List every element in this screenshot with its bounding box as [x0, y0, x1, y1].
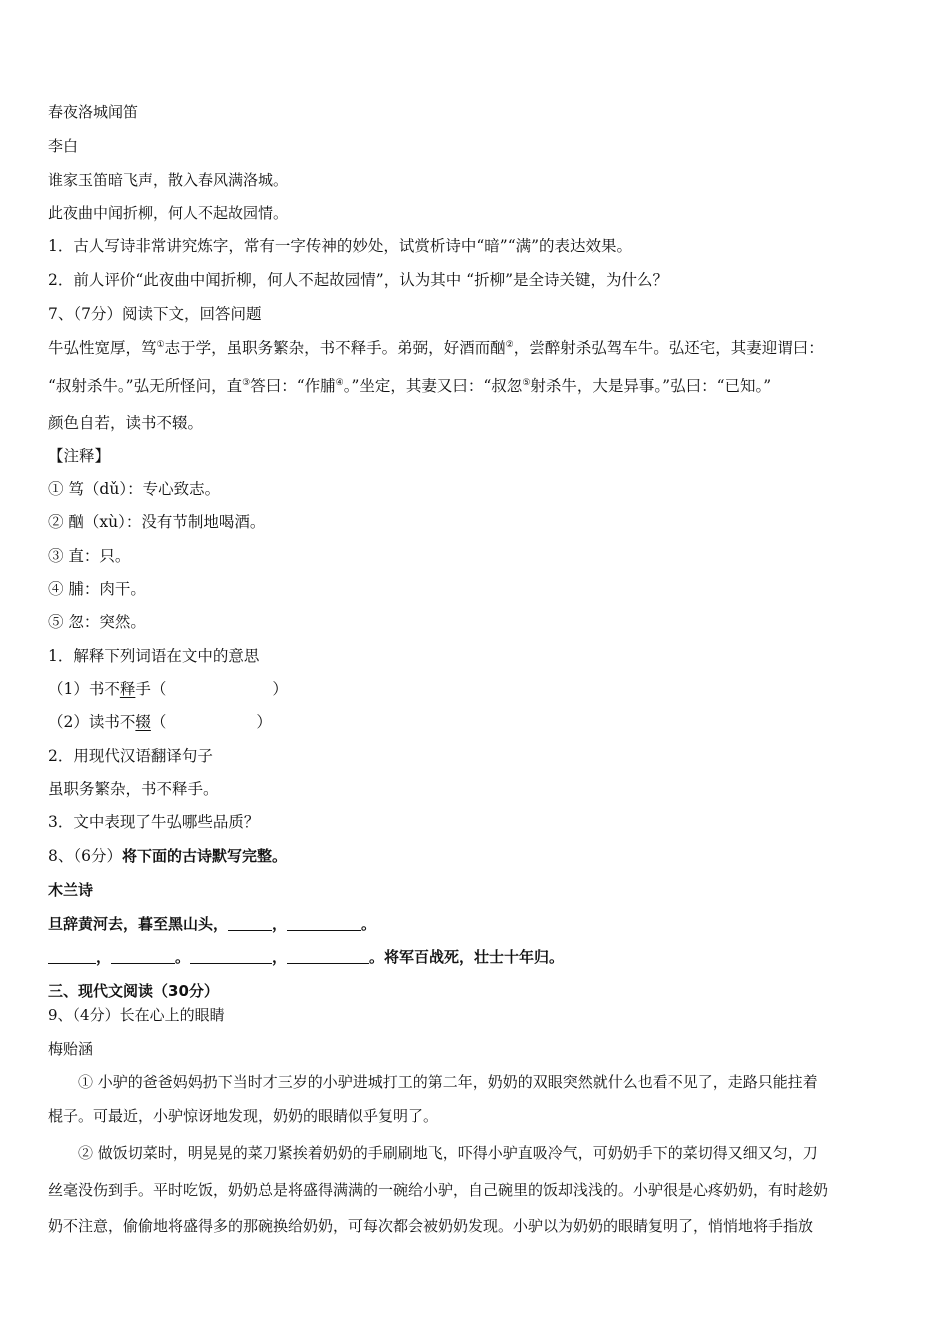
q9-para-1-line-2: 棍子。可最近，小驴惊讶地发现，奶奶的眼睛似乎复明了。: [48, 1107, 439, 1125]
q7-note-1: ① 笃（dǔ）：专心致志。: [48, 480, 221, 498]
fill-blank[interactable]: [48, 949, 96, 964]
q7-text: ）: [272, 680, 288, 698]
q7-note-4: ④ 脯：肉干。: [48, 580, 146, 598]
q7-text: ）: [256, 713, 272, 731]
q9-author: 梅贻涵: [48, 1040, 94, 1058]
q8-header: [48, 846, 287, 866]
fill-blank[interactable]: [111, 949, 175, 964]
q8-text: 。将军百战死，壮士十年归。: [369, 948, 565, 966]
fill-blank[interactable]: [287, 916, 361, 931]
underlined-word: 辍: [135, 713, 151, 731]
q9-para-2-line-3: 奶不注意，偷偷地将盛得多的那碗换给奶奶，可每次都会被奶奶发现。小驴以为奶奶的眼睛复明了，悄悄地将手指放: [48, 1217, 814, 1235]
q8-text: ，: [96, 948, 112, 966]
q7-sub-question-1: 1．解释下列词语在文中的意思: [48, 647, 260, 665]
q7-text: 射杀牛，大是异事。”弘曰：“已知。”: [530, 377, 772, 395]
fill-blank[interactable]: [190, 949, 272, 964]
q7-text: 答曰：“作脯: [250, 377, 336, 395]
q9-header: 9、（4分）长在心上的眼睛: [48, 1006, 225, 1024]
q8-text: 。: [175, 948, 191, 966]
q9-para-1-line-1: ① 小驴的爸爸妈妈扔下当时才三岁的小驴进城打工的第二年，奶奶的双眼突然就什么也看不见了，走路只能拄着: [78, 1073, 818, 1091]
q7-item-2: [48, 712, 272, 732]
q6-sub-question-2: 2．前人评价“此夜曲中闻折柳，何人不起故园情”，认为其中 “折柳”是全诗关键，为什么？: [48, 271, 668, 289]
q7-passage-line-1: [48, 338, 824, 358]
footnote-marker: ①: [156, 340, 165, 350]
q7-passage-line-3: 颜色自若，读书不辍。: [48, 414, 204, 432]
q7-text: （: [150, 713, 167, 731]
q8-header-instruction: 将下面的古诗默写完整。: [121, 847, 287, 865]
q7-translate-sentence: 虽职务繁杂，书不释手。: [48, 780, 219, 798]
q7-text: 牛弘性宽厚，笃: [48, 339, 157, 357]
q7-item-1: [48, 679, 288, 699]
q7-note-2: ② 酗（xù）：没有节制地喝酒。: [48, 513, 266, 531]
q9-para-2-line-2: 丝毫没伤到手。平时吃饭，奶奶总是将盛得满满的一碗给小驴，自己碗里的饭却浅浅的。小驴很是心疼奶奶，有时趁奶: [48, 1181, 829, 1199]
q9-para-2-line-1: ② 做饭切菜时，明晃晃的菜刀紧挨着奶奶的手刷刷地飞，吓得小驴直吸冷气，可奶奶手下的菜切得又细又匀，刀: [78, 1144, 818, 1162]
q7-text: 手（: [135, 680, 167, 698]
poem-line-1: 谁家玉笛暗飞声，散入春风满洛城。: [48, 171, 289, 189]
q8-header-score: 8、（6分）: [48, 847, 122, 865]
underlined-word: 释: [119, 680, 136, 698]
q7-note-5: ⑤ 忽：突然。: [48, 613, 146, 631]
q7-sub-question-2: 2．用现代汉语翻译句子: [48, 747, 213, 765]
q7-note-3: ③ 直：只。: [48, 547, 131, 565]
footnote-marker: ④: [335, 378, 344, 388]
q7-text: （2）读书不: [48, 713, 136, 731]
poem-title: 春夜洛城闻笛: [48, 103, 139, 121]
q7-header: 7、（7分）阅读下文，回答问题: [48, 305, 262, 323]
q7-sub-question-3: 3．文中表现了牛弘哪些品质？: [48, 813, 260, 831]
q7-text: “叔射杀牛。”弘无所怪问，直: [48, 377, 243, 395]
q8-text: 旦辞黄河去，暮至黑山头，: [48, 915, 229, 933]
q8-poem-line-1: [48, 914, 376, 934]
footnote-marker: ③: [242, 378, 251, 388]
poem-line-2: 此夜曲中闻折柳，何人不起故园情。: [48, 204, 289, 222]
q8-poem-line-2: [48, 947, 564, 967]
poem-author: 李白: [48, 137, 79, 155]
q7-text: （1）书不: [48, 680, 120, 698]
section-3-header: 三、现代文阅读（30分）: [48, 982, 219, 1000]
fill-blank[interactable]: [228, 916, 272, 931]
q8-text: 。: [361, 915, 377, 933]
q7-passage-line-2: [48, 376, 771, 396]
q7-text: 。”坐定，其妻又曰：“叔忽: [343, 377, 523, 395]
footnote-marker: ⑤: [522, 378, 531, 388]
q8-text: ，: [272, 915, 288, 933]
q7-text: ，尝醉射杀弘驾车牛。弘还宅，其妻迎谓曰：: [513, 339, 824, 357]
q8-text: ，: [272, 948, 288, 966]
q8-poem-title: 木兰诗: [48, 881, 94, 899]
q6-sub-question-1: 1．古人写诗非常讲究炼字，常有一字传神的妙处，试赏析诗中“暗”“满”的表达效果。: [48, 237, 633, 255]
q7-text: 志于学，虽职务繁杂，书不释手。弟弼，好酒而酗: [164, 339, 506, 357]
fill-blank[interactable]: [287, 949, 369, 964]
q7-notes-header: 【注释】: [48, 447, 111, 465]
footnote-marker: ②: [505, 340, 514, 350]
